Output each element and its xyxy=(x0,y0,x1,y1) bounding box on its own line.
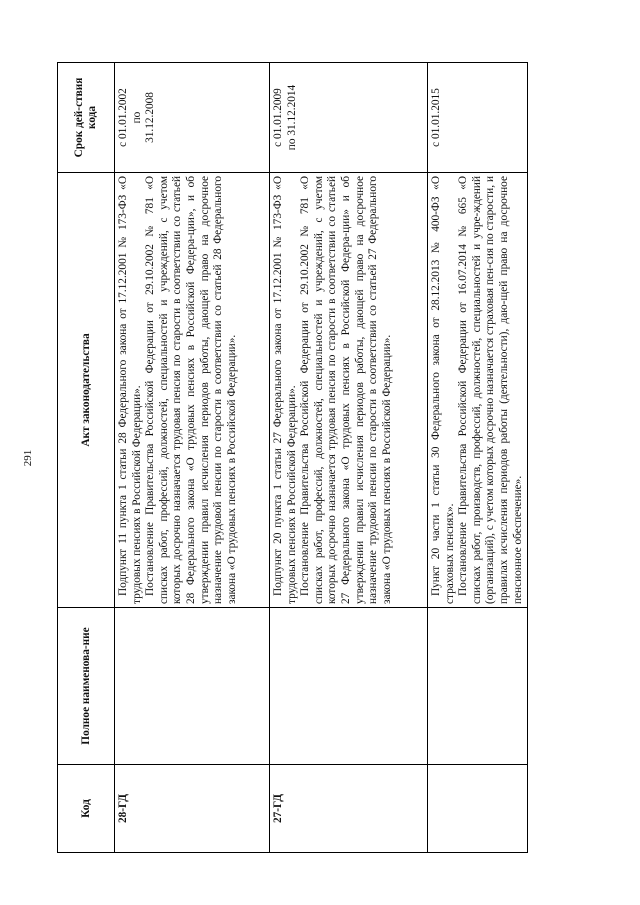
header-term: Срок дей-ствия кода xyxy=(58,63,115,173)
row-code: 28-ГД xyxy=(115,765,270,853)
row-term xyxy=(115,63,270,173)
page-number: 291 xyxy=(22,449,34,467)
row-term xyxy=(270,63,428,173)
term-line: с 01.01.2002 xyxy=(117,88,129,147)
rotated-page-content xyxy=(57,63,524,853)
table-row xyxy=(115,63,270,853)
table-row xyxy=(270,63,428,853)
row-code xyxy=(428,765,528,853)
table-row xyxy=(428,63,528,853)
row-act xyxy=(115,173,270,608)
term-line: по 31.12.2014 xyxy=(285,84,298,151)
term-line: с 01.01.2015 xyxy=(430,88,442,147)
row-term xyxy=(428,63,528,173)
row-full-name xyxy=(428,608,528,765)
row-act xyxy=(270,173,428,608)
term-line: по xyxy=(130,111,143,124)
act-paragraph: Постановление Правительства Российской Федерации от 16.07.2014 № 665 «О списках работ, производств, профессий, должностей, специальностей и учре-ждений (организаций), с учетом которых досрочно назначается страховая пен-сия по старости, и правилах исчисления периодов работы (деятельности), даю-щей право на досрочное пенсионное обеспечение». xyxy=(457,176,524,604)
act-paragraph: Пункт 20 части 1 статьи 30 Федерального закона от 28.12.2013 № 400-ФЗ «О страховых пенсиях». xyxy=(430,176,456,604)
term-line: 31.12.2008 xyxy=(144,92,157,143)
act-paragraph: Постановление Правительства Российской Федерации от 29.10.2002 № 781 «О списках работ, профессий, должностей, специальностей и учреждений, с учетом которых досрочно назначается трудовая пенсия по старости в соответствии со статьей 27 Федерального закона «О трудовых пенсиях в Российской Федера-ции» и об утверждении правил исчисления периодов работы, дающей право на досрочное назначение трудовой пенсии по старости в соответствии со статьей 27 Федерального закона «О трудовых пенсиях в Российской Федерации». xyxy=(299,176,393,604)
row-act xyxy=(428,173,528,608)
header-full-name: Полное наименова-ние xyxy=(58,608,115,765)
act-paragraph: Подпункт 11 пункта 1 статьи 28 Федерального закона от 17.12.2001 № 173-ФЗ «О трудовых пенсиях в Российской Федерации». xyxy=(117,176,143,604)
row-code: 27-ГД xyxy=(270,765,428,853)
header-act: Акт законодательства xyxy=(58,173,115,608)
act-paragraph: Постановление Правительства Российской Федерации от 29.10.2002 № 781 «О списках работ, профессий, должностей, специальностей и учреждений, с учетом которых досрочно назначается трудовая пенсия по старости в соответствии со статьей 28 Федерального закона «О трудовых пенсиях в Российской Федера-ции», и об утверждении правил исчисления периодов работы, дающей право на досрочное назначение трудовой пенсии по старости в соответствии со статьей 28 Федерального закона «О трудовых пенсиях в Российской Федерации». xyxy=(144,176,238,604)
legislation-table xyxy=(57,62,528,853)
table-header-row xyxy=(58,63,115,853)
act-paragraph: Подпункт 20 пункта 1 статьи 27 Федерального закона от 17.12.2001 № 173-ФЗ «О трудовых пенсиях в Российской Федерации». xyxy=(272,176,298,604)
row-full-name xyxy=(115,608,270,765)
row-full-name xyxy=(270,608,428,765)
header-code: Код xyxy=(58,765,115,853)
term-line: с 01.01.2009 xyxy=(272,88,284,147)
